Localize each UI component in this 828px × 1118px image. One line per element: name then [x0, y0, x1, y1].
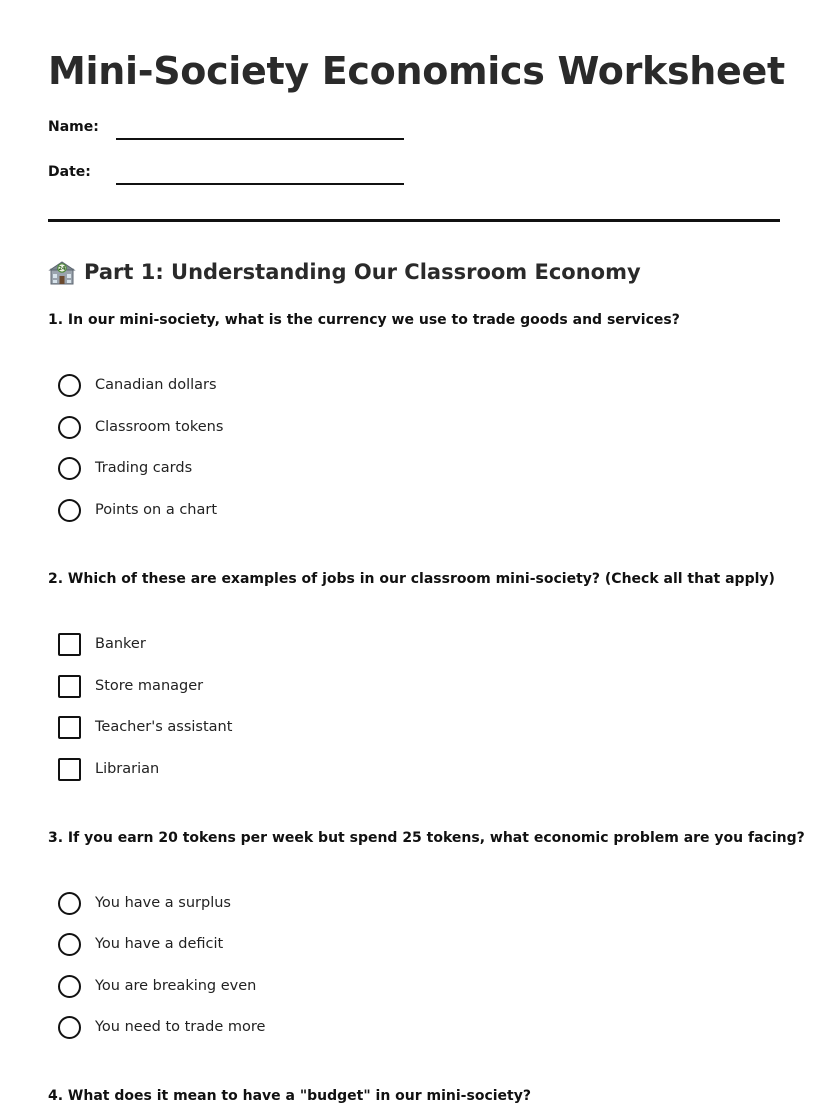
checkbox[interactable]	[58, 633, 81, 656]
option-label: You have a deficit	[95, 936, 224, 952]
checkbox[interactable]	[58, 716, 81, 739]
name-label: Name:	[48, 119, 99, 135]
page-title: Mini-Society Economics Worksheet	[48, 49, 785, 93]
date-blank-line[interactable]	[116, 183, 404, 185]
section-title: Part 1: Understanding Our Classroom Economy	[84, 260, 641, 284]
radio-button[interactable]	[58, 374, 81, 397]
question-2: 2. Which of these are examples of jobs in our classroom mini-society? (Check all that apply)	[48, 571, 775, 587]
date-field[interactable]	[48, 163, 408, 187]
option-label: You are breaking even	[95, 978, 257, 994]
q2-option-4[interactable]	[58, 757, 159, 781]
q1-option-4[interactable]	[58, 498, 217, 522]
q2-option-1[interactable]	[58, 632, 146, 656]
question-1: 1. In our mini-society, what is the currency we use to trade goods and services?	[48, 312, 680, 328]
radio-button[interactable]	[58, 457, 81, 480]
option-label: Teacher's assistant	[95, 719, 233, 735]
q1-option-3[interactable]	[58, 456, 192, 480]
radio-button[interactable]	[58, 933, 81, 956]
radio-button[interactable]	[58, 892, 81, 915]
question-3: 3. If you earn 20 tokens per week but spend 25 tokens, what economic problem are you facing?	[48, 830, 805, 846]
radio-button[interactable]	[58, 1016, 81, 1039]
option-label: You have a surplus	[95, 895, 231, 911]
header-divider	[48, 219, 780, 222]
checkbox[interactable]	[58, 675, 81, 698]
name-field[interactable]	[48, 118, 408, 142]
q1-option-1[interactable]	[58, 373, 217, 397]
q3-option-3[interactable]	[58, 974, 256, 998]
option-label: Trading cards	[95, 460, 193, 476]
q3-option-1[interactable]	[58, 891, 231, 915]
option-label: You need to trade more	[95, 1019, 266, 1035]
section-heading-part-1	[48, 257, 641, 287]
school-building-icon	[48, 258, 76, 286]
q1-option-2[interactable]	[58, 415, 223, 439]
q3-option-4[interactable]	[58, 1015, 265, 1039]
option-label: Banker	[95, 636, 146, 652]
option-label: Librarian	[95, 761, 160, 777]
option-label: Canadian dollars	[95, 377, 217, 393]
radio-button[interactable]	[58, 499, 81, 522]
radio-button[interactable]	[58, 975, 81, 998]
date-label: Date:	[48, 164, 91, 180]
q2-option-3[interactable]	[58, 715, 232, 739]
q3-option-2[interactable]	[58, 932, 223, 956]
svg-text:24: 24	[58, 266, 66, 272]
checkbox[interactable]	[58, 758, 81, 781]
q2-option-2[interactable]	[58, 674, 203, 698]
question-4: 4. What does it mean to have a "budget" in our mini-society?	[48, 1088, 531, 1104]
option-label: Points on a chart	[95, 502, 218, 518]
name-blank-line[interactable]	[116, 138, 404, 140]
radio-button[interactable]	[58, 416, 81, 439]
option-label: Classroom tokens	[95, 419, 224, 435]
option-label: Store manager	[95, 678, 204, 694]
